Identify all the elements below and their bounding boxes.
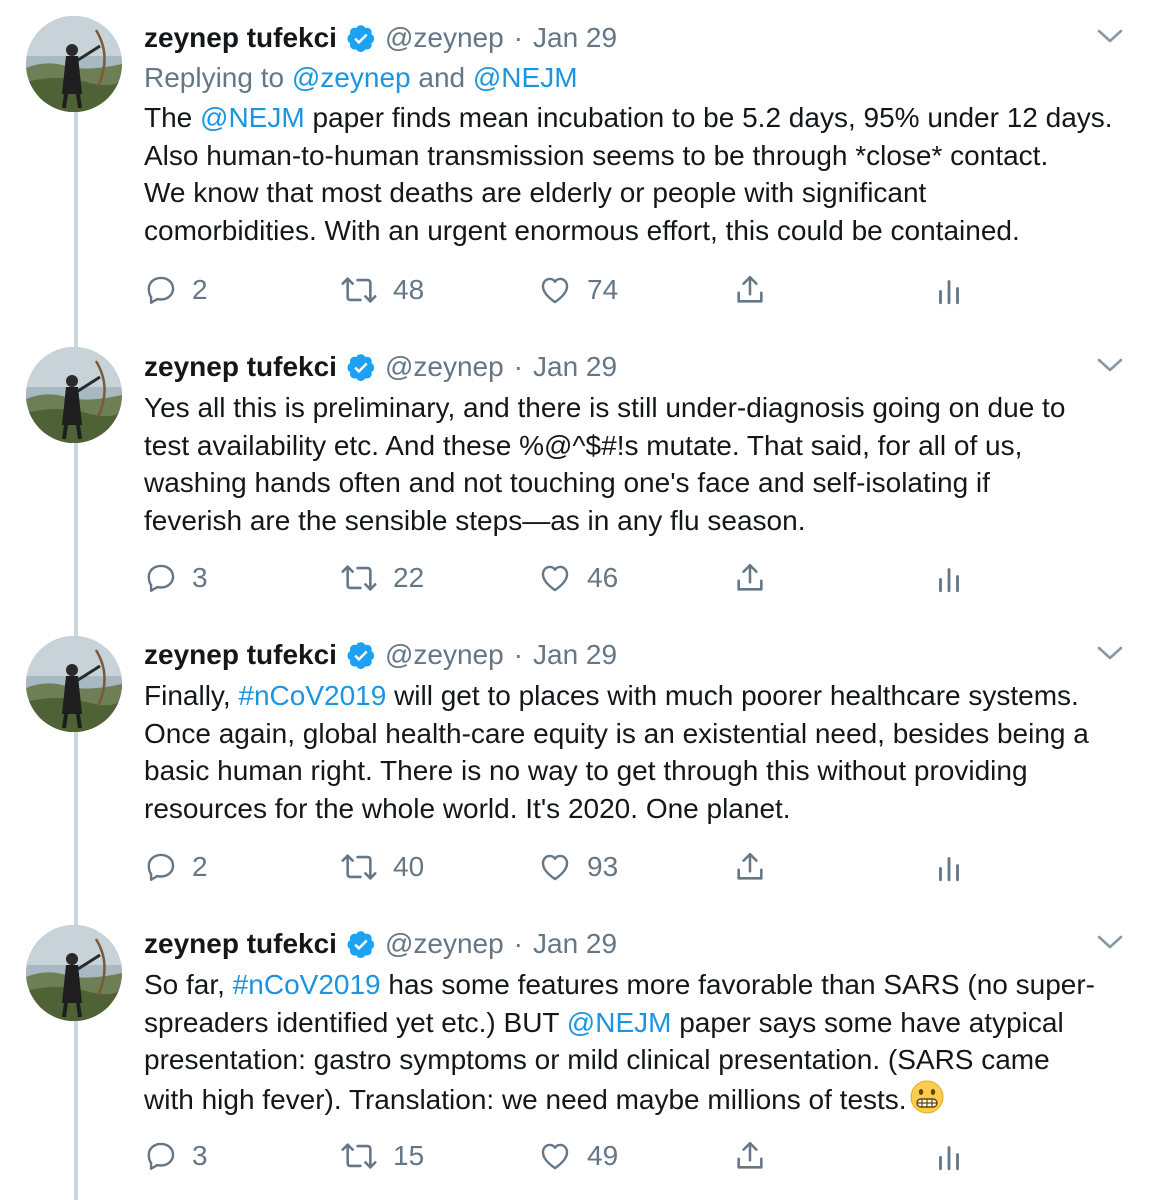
separator-dot: · (513, 22, 523, 53)
author-name[interactable]: zeynep tufekci (144, 639, 337, 670)
tweet-header (144, 922, 617, 966)
replying-to-label: Replying to (144, 62, 292, 93)
text-segment: spreaders identified yet etc.) BUT (144, 1006, 567, 1038)
analytics-button[interactable] (934, 270, 964, 310)
tweet-text-line (144, 1004, 1144, 1042)
reply-count: 3 (192, 562, 208, 593)
reply-count: 2 (192, 851, 208, 882)
text-segment: Finally, (144, 680, 239, 711)
analytics-button[interactable] (934, 1136, 964, 1176)
reply-button[interactable] (144, 847, 208, 887)
like-count: 93 (587, 851, 619, 882)
retweet-button[interactable] (339, 1136, 424, 1176)
text-segment: paper says some have atypical (671, 1006, 1064, 1038)
retweet-button[interactable] (339, 847, 424, 887)
tweet-header (144, 633, 617, 677)
heart-icon (537, 850, 573, 884)
text-segment: The (144, 102, 201, 133)
avatar[interactable] (26, 636, 122, 732)
reply-button[interactable] (144, 270, 208, 310)
analytics-icon (934, 273, 964, 307)
hashtag-link[interactable]: #nCoV2019 (232, 969, 381, 1000)
share-button[interactable] (733, 558, 767, 598)
author-handle[interactable]: @zeynep (384, 351, 504, 382)
tweet-text-line (144, 464, 1144, 502)
mention-link[interactable]: @zeynep (291, 62, 411, 93)
analytics-icon (934, 1139, 964, 1173)
tweet-text-line (144, 677, 1144, 715)
author-name[interactable]: zeynep tufekci (144, 22, 337, 53)
retweet-button[interactable] (339, 270, 424, 310)
share-icon (733, 273, 767, 307)
separator-dot: · (513, 928, 523, 959)
tweet-text-line (144, 174, 1144, 212)
replying-to-conjunction: and (410, 62, 473, 93)
reply-count: 3 (192, 1140, 208, 1171)
retweet-icon (339, 1139, 379, 1173)
tweet-text-line (144, 790, 1144, 828)
like-button[interactable] (537, 270, 618, 310)
author-handle[interactable]: @zeynep (384, 928, 504, 959)
tweet-date[interactable]: Jan 29 (533, 639, 618, 670)
analytics-button[interactable] (934, 558, 964, 598)
share-icon (733, 1139, 767, 1173)
tweet-text (144, 677, 1144, 828)
separator-dot: · (513, 639, 523, 670)
share-button[interactable] (733, 1136, 767, 1176)
author-handle[interactable]: @zeynep (384, 22, 504, 53)
chevron-down-icon[interactable] (1095, 930, 1125, 954)
heart-icon (537, 273, 573, 307)
analytics-icon (934, 561, 964, 595)
tweet-date[interactable]: Jan 29 (533, 928, 618, 959)
tweet-text-line (144, 1079, 1144, 1117)
retweet-icon (339, 273, 379, 307)
tweet-text-line (144, 966, 1144, 1004)
text-segment: Yes all this is preliminary, and there is still under-diagnosis going on due to (144, 392, 1066, 423)
text-segment: with high fever). Translation: we need maybe millions of tests. (144, 1084, 907, 1116)
author-handle[interactable]: @zeynep (384, 639, 504, 670)
reply-button[interactable] (144, 558, 208, 598)
tweet-date[interactable]: Jan 29 (533, 22, 618, 53)
text-segment: washing hands often and not touching one's face and self-isolating if (144, 467, 990, 499)
text-segment: has some features more favorable than SARS (no super- (380, 969, 1095, 1000)
mention-link[interactable]: @NEJM (200, 102, 305, 133)
tweet-text-line (144, 212, 1144, 250)
like-button[interactable] (537, 847, 618, 887)
text-segment: We know that most deaths are elderly or people with significant (144, 177, 927, 209)
mention-link[interactable]: @NEJM (566, 1006, 672, 1038)
text-segment: So far, (144, 969, 233, 1000)
tweet-text-line (144, 389, 1144, 427)
share-icon (733, 850, 767, 884)
text-segment: feverish are the sensible steps—as in any flu season. (144, 505, 806, 537)
verified-badge-icon (346, 640, 376, 670)
tweet-header (144, 16, 617, 60)
tweet-text-line (144, 715, 1144, 753)
retweet-count: 22 (393, 562, 425, 593)
tweet-text-line (144, 427, 1144, 465)
tweet-date[interactable]: Jan 29 (533, 351, 618, 382)
thread-connector-line (74, 108, 78, 352)
tweet-text-line (144, 1041, 1144, 1079)
chevron-down-icon[interactable] (1095, 24, 1125, 48)
tweet-actions (144, 270, 984, 310)
mention-link[interactable]: @NEJM (472, 62, 578, 93)
retweet-button[interactable] (339, 558, 424, 598)
like-count: 49 (587, 1140, 619, 1171)
separator-dot: · (513, 351, 523, 382)
like-count: 74 (587, 274, 619, 305)
thread-connector-line (74, 440, 78, 640)
retweet-icon (339, 850, 379, 884)
heart-icon (537, 1139, 573, 1173)
verified-badge-icon (346, 23, 376, 53)
avatar[interactable] (26, 925, 122, 1021)
tweet-text (144, 966, 1144, 1117)
grimacing-face-emoji (909, 1079, 945, 1115)
avatar[interactable] (26, 347, 122, 443)
text-segment: test availability etc. And these %@^$#!s mutate. That said, for all of us, (144, 429, 1023, 461)
reply-icon (144, 850, 178, 884)
tweet-header (144, 345, 617, 389)
tweet-text-line (144, 137, 1144, 175)
text-segment: resources for the whole world. It's 2020. One planet. (144, 793, 791, 825)
reply-icon (144, 561, 178, 595)
analytics-icon (934, 850, 964, 884)
like-count: 46 (587, 562, 619, 593)
text-segment: Once again, global health-care equity is an existential need, besides being a (144, 717, 1089, 749)
share-icon (733, 561, 767, 595)
chevron-down-icon[interactable] (1095, 641, 1125, 665)
like-button[interactable] (537, 1136, 618, 1176)
tweet-text (144, 389, 1144, 540)
thread-connector-line (74, 1018, 78, 1200)
avatar[interactable] (26, 16, 122, 112)
retweet-count: 40 (393, 851, 425, 882)
share-button[interactable] (733, 270, 767, 310)
tweet-actions (144, 1136, 984, 1176)
analytics-button[interactable] (934, 847, 964, 887)
heart-icon (537, 561, 573, 595)
tweet-text-line (144, 752, 1144, 790)
like-button[interactable] (537, 558, 618, 598)
text-segment: paper finds mean incubation to be 5.2 days, 95% under 12 days. (304, 102, 1113, 133)
text-segment: Also human-to-human transmission seems to be through *close* contact. (144, 139, 1049, 171)
reply-icon (144, 273, 178, 307)
text-segment: will get to places with much poorer healthcare systems. (386, 680, 1079, 711)
share-button[interactable] (733, 847, 767, 887)
retweet-count: 15 (393, 1140, 425, 1171)
chevron-down-icon[interactable] (1095, 353, 1125, 377)
reply-icon (144, 1139, 178, 1173)
text-segment: presentation: gastro symptoms or mild clinical presentation. (SARS came (144, 1044, 1050, 1076)
text-segment: comorbidities. With an urgent enormous effort, this could be contained. (144, 215, 1020, 247)
text-segment: basic human right. There is no way to get through this without providing (144, 755, 1028, 787)
reply-button[interactable] (144, 1136, 208, 1176)
author-name[interactable]: zeynep tufekci (144, 351, 337, 382)
author-name[interactable]: zeynep tufekci (144, 928, 337, 959)
retweet-icon (339, 561, 379, 595)
verified-badge-icon (346, 929, 376, 959)
verified-badge-icon (346, 352, 376, 382)
retweet-count: 48 (393, 274, 425, 305)
replying-to (144, 59, 578, 97)
tweet-text-line (144, 99, 1144, 137)
hashtag-link[interactable]: #nCoV2019 (238, 680, 387, 711)
reply-count: 2 (192, 274, 208, 305)
tweet-text-line (144, 502, 1144, 540)
thread-connector-line (74, 729, 78, 930)
tweet-actions (144, 847, 984, 887)
tweet-text (144, 99, 1144, 250)
tweet-actions (144, 558, 984, 598)
